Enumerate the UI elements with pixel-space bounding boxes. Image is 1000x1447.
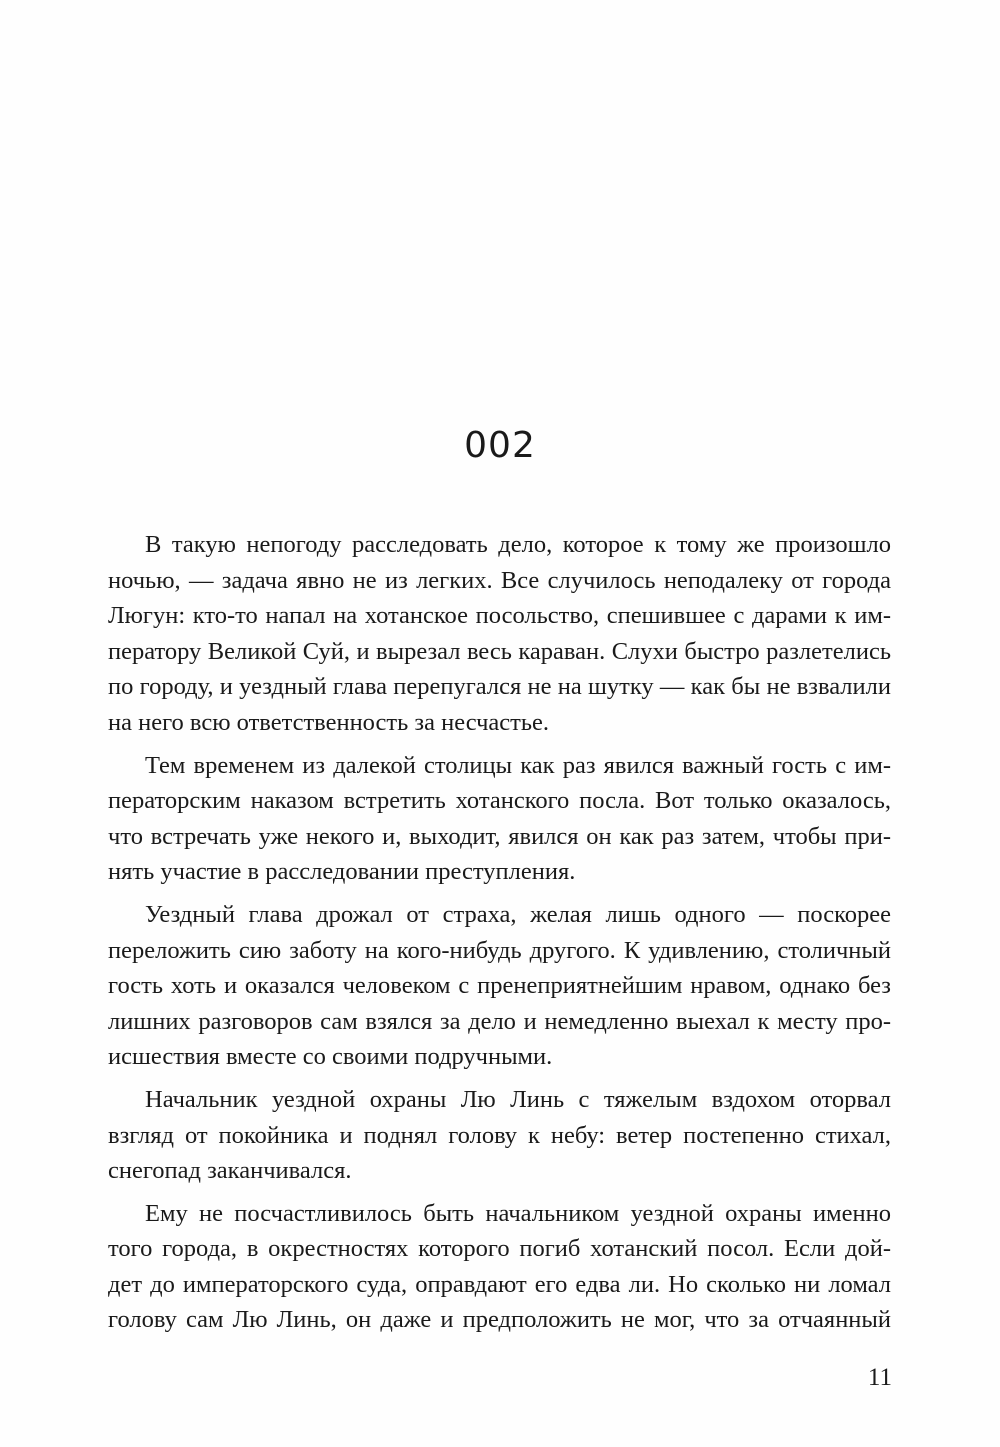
text-line: на него всю ответственность за несчастье. — [108, 708, 550, 736]
text-line: переложить сию заботу на кого-нибудь другого. К удивлению, столичный — [108, 936, 891, 964]
text-line: Начальник уездной охраны Лю Линь с тяжелым вздохом оторвал — [145, 1085, 891, 1113]
text-line: по городу, и уездный глава перепугался не на шутку — как бы не взвалили — [108, 673, 891, 701]
text-line: что встречать уже некого и, выходит, явился он как раз затем, чтобы при- — [108, 822, 891, 850]
chapter-number: 002 — [464, 425, 536, 466]
text-line: исшествия вместе со своими подручными. — [108, 1043, 553, 1071]
text-line: Ему не посчастливилось быть начальником уездной охраны именно — [145, 1199, 891, 1227]
paragraph — [108, 897, 891, 1075]
text-line: Люгун: кто-то напал на хотанское посольство, спешившее с дарами к им- — [108, 602, 891, 630]
text-line: голову сам Лю Линь, он даже и предположить не мог, что за отчаянный — [108, 1306, 891, 1334]
text-line: ночью, — задача явно не из легких. Все случилось неподалеку от города — [108, 566, 891, 594]
text-line: лишних разговоров сам взялся за дело и немедленно выехал к месту про- — [108, 1007, 891, 1035]
text-line: В такую непогоду расследовать дело, которое к тому же произошло — [145, 531, 891, 558]
paragraph — [108, 1082, 891, 1189]
page-number: 11 — [867, 1364, 892, 1391]
text-line: Уездный глава дрожал от страха, желая лишь одного — поскорее — [145, 900, 891, 928]
text-line: ператорским наказом встретить хотанского посла. Вот только оказалось, — [108, 787, 891, 815]
paragraph — [108, 527, 891, 741]
paragraph — [108, 748, 891, 890]
text-line: ператору Великой Суй, и вырезал весь караван. Слухи быстро разлетелись — [108, 637, 891, 665]
text-line: Тем временем из далекой столицы как раз явился важный гость с им- — [145, 751, 891, 779]
paragraph — [108, 1196, 891, 1338]
text-line: снегопад заканчивался. — [108, 1157, 352, 1185]
text-line: того города, в окрестностях которого погиб хотанский посол. Если дой- — [108, 1235, 891, 1263]
text-line: гость хоть и оказался человеком с пренеприятнейшим нравом, однако без — [108, 972, 891, 1000]
text-line: взгляд от покойника и поднял голову к небу: ветер постепенно стихал, — [108, 1121, 891, 1149]
body-text — [108, 527, 891, 1338]
text-line: дет до императорского суда, оправдают его едва ли. Но сколько ни ломал — [108, 1270, 891, 1298]
text-line: нять участие в расследовании преступления. — [108, 858, 576, 886]
